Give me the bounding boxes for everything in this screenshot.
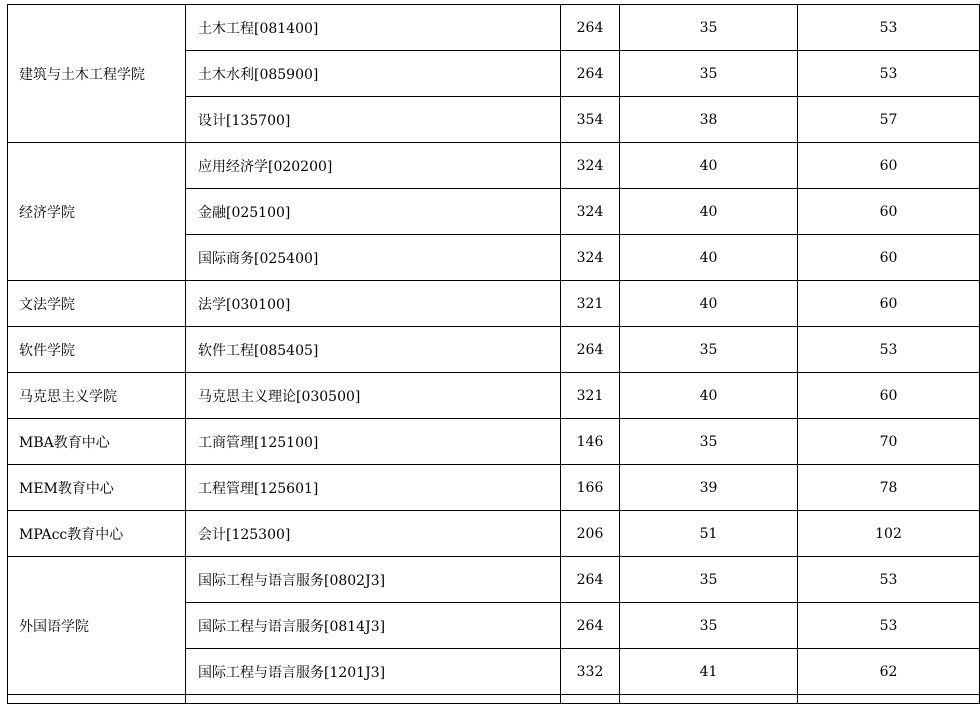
single-score-150-cell: 53 [798,51,980,97]
table-row-continued [8,695,980,704]
single-score-150-cell: 70 [798,419,980,465]
table-row [8,511,980,557]
college-cell: 经济学院 [8,143,186,281]
college-cell: MPAcc教育中心 [8,511,186,557]
major-cell: 土木工程[081400] [186,5,561,51]
table-cell [798,695,980,704]
total-score-cell: 166 [561,465,620,511]
table-row [8,373,980,419]
single-score-100-cell: 38 [620,97,798,143]
major-cell: 土木水利[085900] [186,51,561,97]
table-cell [8,695,186,704]
total-score-cell: 321 [561,373,620,419]
single-score-150-cell: 62 [798,649,980,695]
single-score-100-cell: 40 [620,143,798,189]
table-cell [620,695,798,704]
single-score-100-cell: 35 [620,603,798,649]
major-cell: 国际商务[025400] [186,235,561,281]
total-score-cell: 324 [561,235,620,281]
score-table [7,4,980,704]
major-cell: 法学[030100] [186,281,561,327]
total-score-cell: 264 [561,51,620,97]
single-score-150-cell: 53 [798,603,980,649]
single-score-100-cell: 35 [620,5,798,51]
table-row [8,5,980,51]
total-score-cell: 332 [561,649,620,695]
table-row [8,465,980,511]
college-cell: 软件学院 [8,327,186,373]
single-score-150-cell: 60 [798,143,980,189]
single-score-100-cell: 41 [620,649,798,695]
single-score-150-cell: 60 [798,281,980,327]
single-score-100-cell: 39 [620,465,798,511]
single-score-150-cell: 78 [798,465,980,511]
major-cell: 应用经济学[020200] [186,143,561,189]
total-score-cell: 321 [561,281,620,327]
single-score-100-cell: 35 [620,327,798,373]
major-cell: 国际工程与语言服务[0814J3] [186,603,561,649]
table-row [8,327,980,373]
major-cell: 国际工程与语言服务[1201J3] [186,649,561,695]
total-score-cell: 206 [561,511,620,557]
total-score-cell: 354 [561,97,620,143]
major-cell: 马克思主义理论[030500] [186,373,561,419]
college-cell: 马克思主义学院 [8,373,186,419]
college-cell: 建筑与土木工程学院 [8,5,186,143]
single-score-150-cell: 102 [798,511,980,557]
total-score-cell: 264 [561,603,620,649]
single-score-150-cell: 53 [798,557,980,603]
single-score-100-cell: 35 [620,51,798,97]
college-cell: MBA教育中心 [8,419,186,465]
table-cell [186,695,561,704]
table-row [8,143,980,189]
major-cell: 设计[135700] [186,97,561,143]
table-row [8,419,980,465]
major-cell: 软件工程[085405] [186,327,561,373]
single-score-100-cell: 35 [620,557,798,603]
total-score-cell: 264 [561,327,620,373]
college-cell: 外国语学院 [8,557,186,695]
single-score-150-cell: 60 [798,189,980,235]
single-score-100-cell: 40 [620,235,798,281]
single-score-100-cell: 40 [620,373,798,419]
major-cell: 金融[025100] [186,189,561,235]
major-cell: 会计[125300] [186,511,561,557]
total-score-cell: 324 [561,189,620,235]
total-score-cell: 264 [561,5,620,51]
college-cell: MEM教育中心 [8,465,186,511]
major-cell: 国际工程与语言服务[0802J3] [186,557,561,603]
single-score-150-cell: 53 [798,327,980,373]
major-cell: 工商管理[125100] [186,419,561,465]
total-score-cell: 146 [561,419,620,465]
single-score-150-cell: 53 [798,5,980,51]
score-table-body [8,5,980,704]
major-cell: 工程管理[125601] [186,465,561,511]
single-score-150-cell: 57 [798,97,980,143]
single-score-100-cell: 35 [620,419,798,465]
single-score-150-cell: 60 [798,235,980,281]
total-score-cell: 264 [561,557,620,603]
table-row [8,557,980,603]
single-score-100-cell: 40 [620,281,798,327]
single-score-100-cell: 51 [620,511,798,557]
single-score-150-cell: 60 [798,373,980,419]
college-cell: 文法学院 [8,281,186,327]
total-score-cell: 324 [561,143,620,189]
table-row [8,281,980,327]
table-cell [561,695,620,704]
single-score-100-cell: 40 [620,189,798,235]
